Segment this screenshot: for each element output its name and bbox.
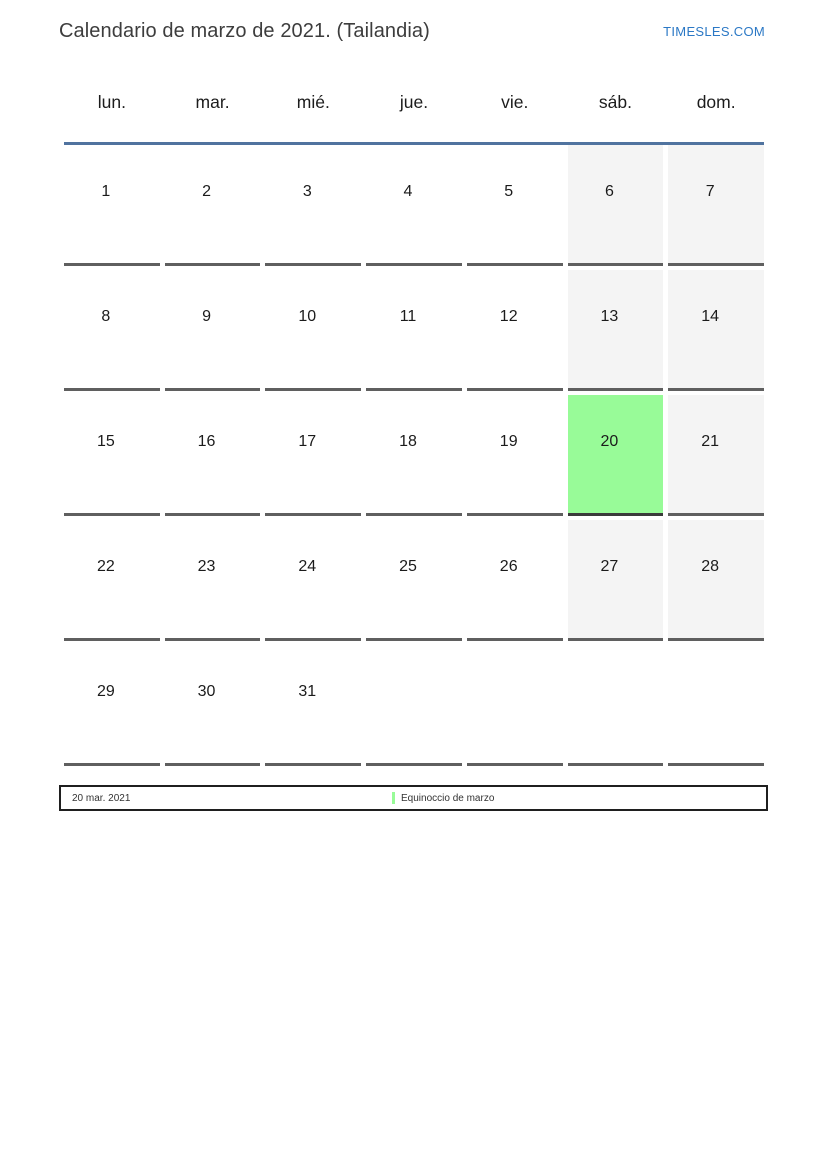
- calendar-day-6: 6: [568, 145, 664, 266]
- calendar-day-14: 14: [668, 270, 764, 391]
- calendar-day-12: 12: [467, 270, 563, 391]
- calendar-day-2: 2: [165, 145, 261, 266]
- calendar-day-28: 28: [668, 520, 764, 641]
- calendar-day-18: 18: [366, 395, 462, 516]
- legend-date: 20 mar. 2021: [72, 792, 131, 804]
- calendar-day-4: 4: [366, 145, 462, 266]
- calendar-day-17: 17: [265, 395, 361, 516]
- dow-saturday: sáb.: [598, 92, 632, 112]
- calendar-day-13: 13: [568, 270, 664, 391]
- calendar-day-1: 1: [64, 145, 160, 266]
- day-of-week-header-row: [64, 85, 764, 120]
- dow-thursday: jue.: [399, 92, 429, 112]
- legend-event-label: Equinoccio de marzo: [401, 792, 495, 804]
- calendar-day-31: 31: [265, 645, 361, 766]
- legend-item: [392, 787, 494, 809]
- calendar-day-empty: [366, 645, 462, 766]
- calendar-day-3: 3: [265, 145, 361, 266]
- event-marker-icon: [392, 792, 395, 804]
- calendar-day-21: 21: [668, 395, 764, 516]
- calendar-day-30: 30: [165, 645, 261, 766]
- dow-wednesday: mié.: [296, 92, 330, 112]
- calendar-day-23: 23: [165, 520, 261, 641]
- calendar-day-19: 19: [467, 395, 563, 516]
- calendar-day-7: 7: [668, 145, 764, 266]
- topbar: [59, 19, 765, 44]
- calendar-day-11: 11: [366, 270, 462, 391]
- page-title: Calendario de marzo de 2021. (Tailandia): [59, 20, 430, 42]
- calendar-day-24: 24: [265, 520, 361, 641]
- brand-link[interactable]: TIMESLES.COM: [663, 24, 765, 39]
- calendar-grid: [64, 145, 764, 766]
- calendar-day-empty: [467, 645, 563, 766]
- calendar-day-22: 22: [64, 520, 160, 641]
- calendar-day-empty: [668, 645, 764, 766]
- calendar-day-27: 27: [568, 520, 664, 641]
- calendar-day-10: 10: [265, 270, 361, 391]
- calendar-day-26: 26: [467, 520, 563, 641]
- calendar-day-9: 9: [165, 270, 261, 391]
- calendar-day-25: 25: [366, 520, 462, 641]
- calendar-day-15: 15: [64, 395, 160, 516]
- dow-tuesday: mar.: [195, 92, 230, 112]
- dow-friday: vie.: [501, 92, 529, 112]
- legend-bar: [59, 785, 768, 811]
- calendar-day-20: 20: [568, 395, 664, 516]
- dow-sunday: dom.: [696, 92, 736, 112]
- calendar-day-5: 5: [467, 145, 563, 266]
- calendar-day-16: 16: [165, 395, 261, 516]
- calendar-day-empty: [568, 645, 664, 766]
- dow-monday: lun.: [97, 92, 126, 112]
- calendar: [64, 85, 764, 766]
- calendar-day-29: 29: [64, 645, 160, 766]
- calendar-day-8: 8: [64, 270, 160, 391]
